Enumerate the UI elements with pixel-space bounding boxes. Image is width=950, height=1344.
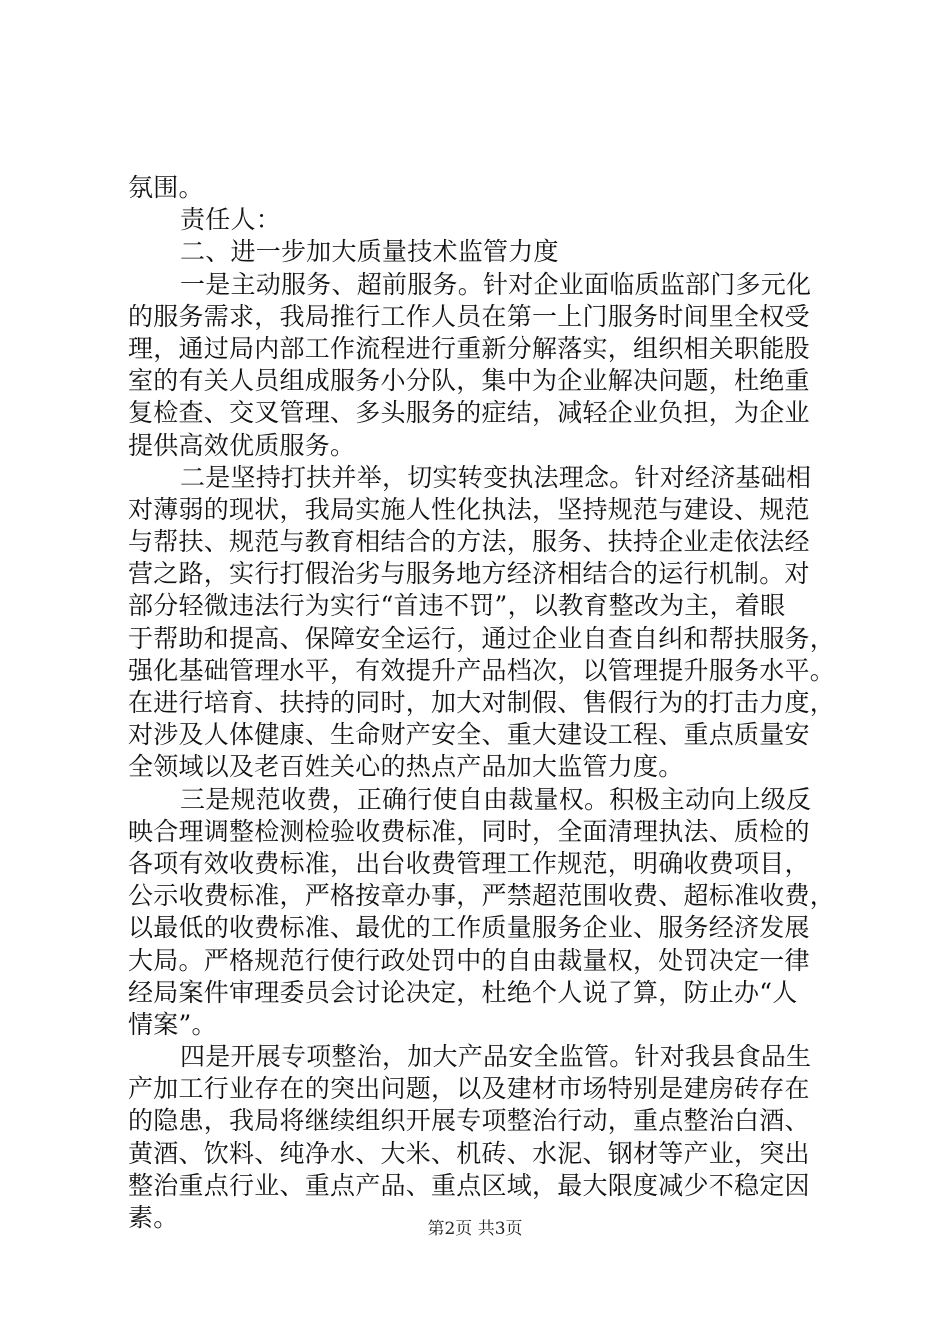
text-line: 在进行培育、扶持的同时，加大对制假、售假行为的打击力度， bbox=[128, 688, 836, 717]
text-line: 提供高效优质服务。 bbox=[128, 430, 356, 460]
text-line: 的服务需求，我局推行工作人员在第一上门服务时间里全权受 bbox=[128, 301, 810, 331]
text-line: 对薄弱的现状，我局实施人性化执法，坚持规范与建设、规范 bbox=[128, 494, 810, 524]
document-body bbox=[128, 172, 846, 1234]
text-line: 各项有效收费标准，出台收费管理工作规范，明确收费项目， bbox=[128, 848, 810, 878]
text-line: 责任人： bbox=[180, 205, 282, 235]
text-line: 整治重点行业、重点产品、重点区域，最大限度减少不稳定因 bbox=[128, 1170, 810, 1200]
text-line: 理，通过局内部工作流程进行重新分解落实，组织相关职能股 bbox=[128, 333, 810, 363]
text-line: 二是坚持打扶并举，切实转变执法理念。针对经济基础相 bbox=[180, 462, 812, 492]
text-line: 以最低的收费标准、最优的工作质量服务企业、服务经济发展 bbox=[128, 913, 810, 943]
text-line: 室的有关人员组成服务小分队，集中为企业解决问题，杜绝重 bbox=[128, 366, 810, 396]
text-line: 营之路，实行打假治劣与服务地方经济相结合的运行机制。对 bbox=[128, 559, 810, 589]
text-line: 强化基础管理水平，有效提升产品档次，以管理提升服务水平。 bbox=[128, 655, 836, 685]
text-line: 素。 bbox=[128, 1203, 179, 1232]
text-line: 部分轻微违法行为实行“首违不罚”，以教育整改为主，着眼 bbox=[128, 591, 786, 621]
text-line: 全领域以及老百姓关心的热点产品加大监管力度。 bbox=[128, 752, 684, 782]
text-line: 氛围。 bbox=[128, 173, 204, 202]
text-line: 二、进一步加大质量技术监管力度 bbox=[180, 237, 559, 267]
text-line: 的隐患，我局将继续组织开展专项整治行动，重点整治白酒、 bbox=[128, 1106, 810, 1136]
text-line: 公示收费标准，严格按章办事，严禁超范围收费、超标准收费， bbox=[128, 881, 836, 911]
page-footer bbox=[0, 1219, 950, 1239]
text-line: 复检查、交叉管理、多头服务的症结，减轻企业负担，为企业 bbox=[128, 398, 810, 428]
text-line: 大局。严格规范行使行政处罚中的自由裁量权，处罚决定一律 bbox=[128, 945, 810, 975]
text-line: 三是规范收费，正确行使自由裁量权。积极主动向上级反 bbox=[180, 784, 812, 814]
text-line: 对涉及人体健康、生命财产安全、重大建设工程、重点质量安 bbox=[128, 720, 810, 750]
text-line: 经局案件审理委员会讨论决定，杜绝个人说了算，防止办“人 bbox=[128, 977, 798, 1007]
page-number: 第2页 共3页 bbox=[427, 1219, 523, 1239]
text-line: 黄酒、饮料、纯净水、大米、机砖、水泥、钢材等产业，突出 bbox=[128, 1138, 810, 1168]
text-line: 与帮扶、规范与教育相结合的方法，服务、扶持企业走依法经 bbox=[128, 527, 810, 557]
text-line: 四是开展专项整治，加大产品安全监管。针对我县食品生 bbox=[180, 1042, 812, 1072]
text-line: 一是主动服务、超前服务。针对企业面临质监部门多元化 bbox=[180, 269, 812, 299]
text-line: 情案”。 bbox=[128, 1009, 217, 1039]
text-line: 产加工行业存在的突出问题，以及建材市场特别是建房砖存在 bbox=[128, 1074, 810, 1104]
text-line: 映合理调整检测检验收费标准，同时，全面清理执法、质检的 bbox=[128, 816, 810, 846]
text-line: 于帮助和提高、保障安全运行，通过企业自查自纠和帮扶服务， bbox=[128, 623, 836, 653]
